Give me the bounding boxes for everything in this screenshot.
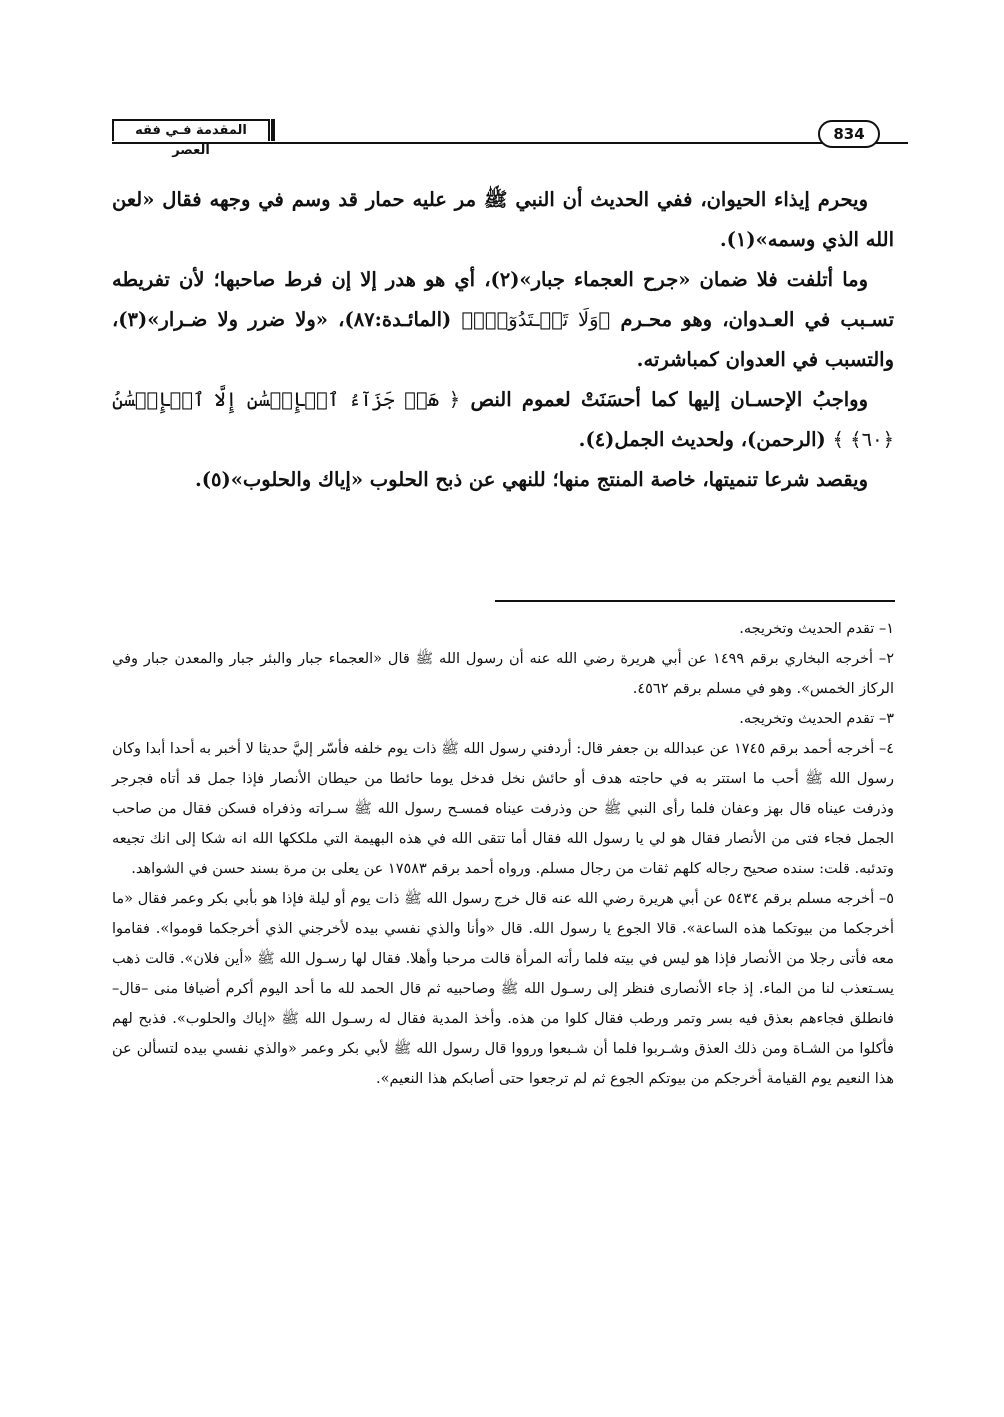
text-segment: وما أتلفت فلا ضمان «جرح العجماء جبار»(٢)، أي هو هدر إلا إن فرط صاحبها؛ لأن تفريطه تسـبب في العـدوان، وهو محـرم — [112, 268, 894, 331]
footnote-separator — [495, 600, 895, 602]
text-segment: (المائـدة:٨٧)، «ولا ضرر ولا ضـرار»(٣)، والتسبب في العدوان كمباشرته. — [112, 308, 894, 371]
footnote-1: ١– تقدم الحديث وتخريجه. — [739, 621, 894, 637]
header-rule — [112, 142, 908, 144]
paragraph-liability — [112, 260, 894, 380]
paragraph-breeding: ويقصد شرعا تنميتها، خاصة المنتج منها؛ للنهي عن ذبح الحلوب «إياك والحلوب»(٥). — [195, 468, 868, 491]
paragraph-animal-harm: ويحرم إيذاء الحيوان، ففي الحديث أن النبي ﷺ مر عليه حمار قد وسم في وجهه فقال «لعن الله الذي وسمه»(١). — [112, 188, 894, 251]
footnote-4: ٤– أخرجه أحمد برقم ١٧٤٥ عن عبدالله بن جعفر قال: أردفني رسول الله ﷺ ذات يوم خلفه فأسّر إليَّ حديثا لا أخبر به أحدا أبدا وكان رسول الله ﷺ أحب ما استتر به في حاجته هدف أو حائش نخل فدخل يوما حائطا من حيطان الأنصار فإذا جمل قد أتاه فجرجر وذرفت عيناه قال بهز وعفان فلما رأى النبي ﷺ حن وذرفت عيناه فمسـح رسول الله ﷺ سـراته وذفراه فسكن فقال من صاحب الجمل فجاء فتى من الأنصار فقال هو لي يا رسول الله فقال أما تتقى الله في هذه البهيمة التي ملككها الله انه شكا إلى انك تجيعه وتدئبه. قلت: سنده صحيح رجاله كلهم ثقات من رجال مسلم. ورواه أحمد برقم ١٧٥٨٣ عن يعلى بن مرة بسند حسن في الشواهد. — [112, 741, 894, 877]
text-segment: وواجبُ الإحسـان إليها كما أحسَنَتْ لعموم النص — [460, 388, 868, 411]
footnotes — [112, 614, 894, 1094]
footnote-3: ٣– تقدم الحديث وتخريجه. — [739, 711, 894, 727]
main-text — [112, 180, 894, 500]
text-segment: (الرحمن)، ولحديث الجمل(٤). — [578, 428, 833, 451]
footnote-5: ٥– أخرجه مسلم برقم ٥٤٣٤ عن أبي هريرة رضي الله عنه قال خرج رسول الله ﷺ ذات يوم أو ليلة فإذا هو بأبي بكر وعمر فقال «ما أخرجكما من بيوتكما هذه الساعة». قالا الجوع يا رسول الله. قال «وأنا والذي نفسي بيده لأخرجني الذي أخرجكما قوموا». فقاموا معه فأتى رجلا من الأنصار فإذا هو ليس في بيته فلما رأته المرأة قالت مرحبا وأهلا. فقال لها رسـول الله ﷺ «أين فلان». قالت ذهب يسـتعذب لنا من الماء. إذ جاء الأنصارى فنظر إلى رسـول الله ﷺ وصاحبيه ثم قال الحمد لله ما أحد اليوم أكرم أضيافا منى –قال– فانطلق فجاءهم بعذق فيه بسر وتمر ورطب فقال كلوا من هذه. وأخذ المدية فقال له رسـول الله ﷺ «إياك والحلوب». فذبح لهم فأكلوا من الشـاة ومن ذلك العذق وشـربوا فلما أن شـبعوا ورووا قال رسول الله ﷺ لأبي بكر وعمر «والذي نفسي بيده لتسألن عن هذا النعيم يوم القيامة أخرجكم من بيوتكم الجوع ثم لم ترجعوا حتى أصابكم هذا النعيم». — [112, 891, 895, 1087]
quran-verse: ﴿وَلَا تَعۡـتَدُوٓاْۚ﴾ — [461, 308, 611, 331]
quran-verse: ﴿ هَلۡ جَزَآءُ ٱلۡإِحۡسَٰنِ إِلَّا ٱلۡإِحۡسَٰنُ ﴿٦٠﴾ ﴾ — [112, 388, 894, 451]
footnote-2: ٢– أخرجه البخاري برقم ١٤٩٩ عن أبي هريرة رضي الله عنه أن رسول الله ﷺ قال «العجماء جبار والبئر جبار والمعدن جبار وفي الركاز الخمس». وهو في مسلم برقم ٤٥٦٢. — [112, 651, 894, 697]
paragraph-kindness — [112, 380, 894, 460]
running-header-title: المقدمة فـي فقه العصر — [112, 119, 270, 141]
page-number: 834 — [818, 120, 880, 148]
